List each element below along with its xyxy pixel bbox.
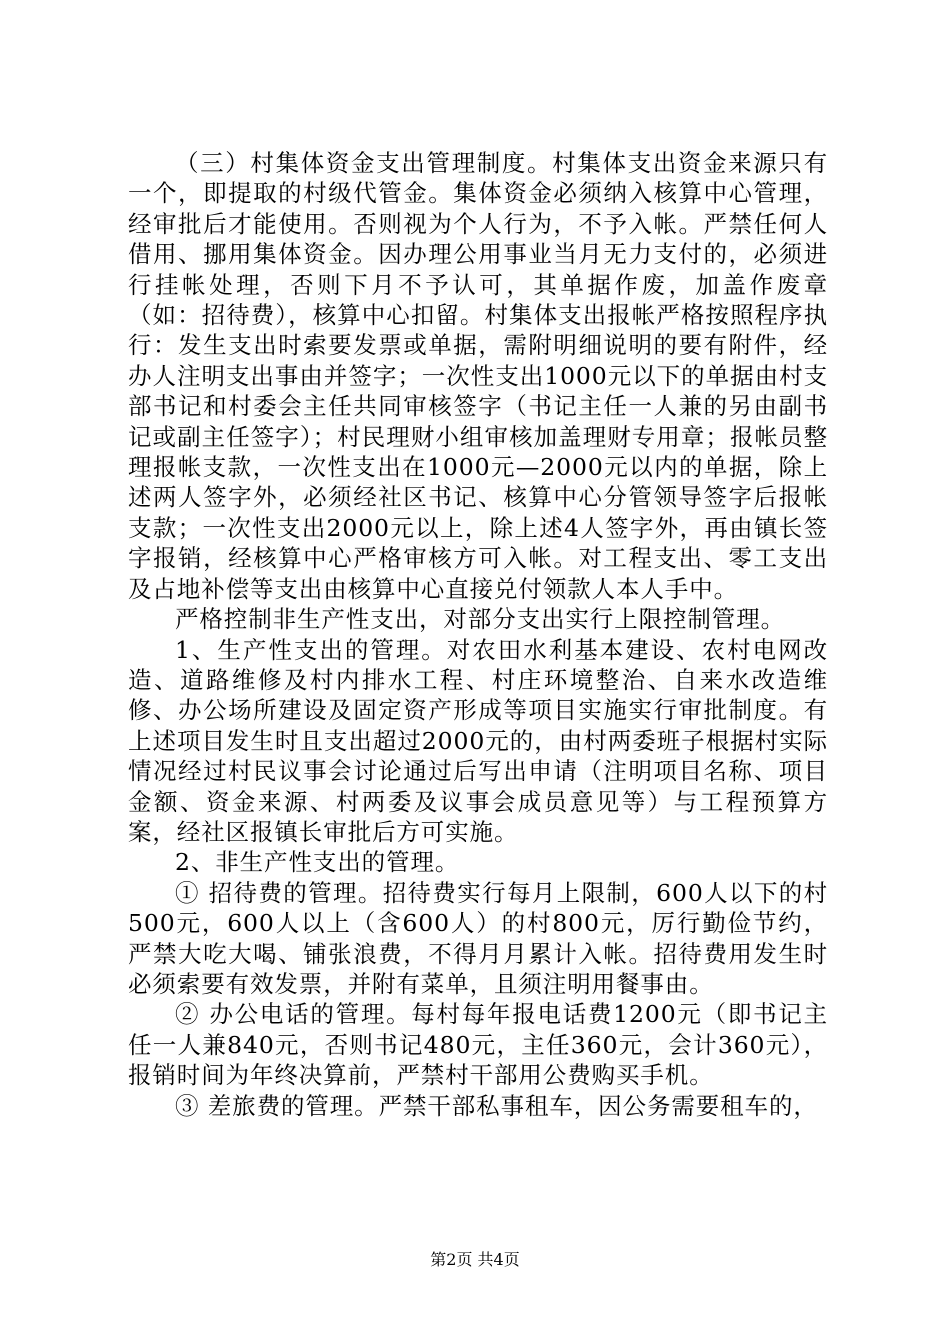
paragraph-nonproductive-heading: 2、非生产性支出的管理。	[175, 848, 460, 877]
paragraph-office-phone: ② 办公电话的管理。每村每年报电话费1200元（即书记主任一人兼840元，否则书记480元，主任360元，会计360元），报销时间为年终决算前，严禁村干部用公费购买手机。	[128, 1000, 828, 1090]
paragraph-productive-expenditure: 1、生产性支出的管理。对农田水利基本建设、农村电网改造、道路维修及村内排水工程、村庄环境整治、自来水改造维修、办公场所建设及固定资产形成等项目实施实行审批制度。有上述项目发生时且支出超过2000元的，由村两委班子根据村实际情况经过村民议事会讨论通过后写出申请（注明项目名称、项目金额、资金来源、村两委及议事会成员意见等）与工程预算方案，经社区报镇长审批后方可实施。	[128, 635, 828, 846]
paragraph-hospitality-fee: ① 招待费的管理。招待费实行每月上限制，600人以下的村500元，600人以上（含600人）的村800元，厉行勤俭节约，严禁大吃大喝、铺张浪费，不得月月累计入帐。招待费用发生时必须索要有效发票，并附有菜单，且须注明用餐事由。	[128, 878, 828, 998]
paragraph-control-nonproductive: 严格控制非生产性支出，对部分支出实行上限控制管理。	[175, 605, 785, 634]
paragraph-travel-expense: ③ 差旅费的管理。严禁干部私事租车，因公务需要租车的，	[175, 1091, 818, 1120]
page-number-footer: 第2页 共4页	[430, 1250, 520, 1269]
document-body	[128, 148, 828, 1121]
paragraph-expenditure-system: （三）村集体资金支出管理制度。村集体支出资金来源只有一个，即提取的村级代管金。集体资金必须纳入核算中心管理，经审批后才能使用。否则视为个人行为，不予入帐。严禁任何人借用、挪用集体资金。因办理公用事业当月无力支付的，必须进行挂帐处理，否则下月不予认可，其单据作废，加盖作废章（如：招待费），核算中心扣留。村集体支出报帐严格按照程序执行：发生支出时索要发票或单据，需附明细说明的要有附件，经办人注明支出事由并签字；一次性支出1000元以下的单据由村支部书记和村委会主任共同审核签字（书记主任一人兼的另由副书记或副主任签字）；村民理财小组审核加盖理财专用章；报帐员整理报帐支款，一次性支出在1000元—2000元以内的单据，除上述两人签字外，必须经社区书记、核算中心分管领导签字后报帐支款；一次性支出2000元以上，除上述4人签字外，再由镇长签字报销，经核算中心严格审核方可入帐。对工程支出、零工支出及占地补偿等支出由核算中心直接兑付领款人本人手中。	[128, 149, 828, 603]
